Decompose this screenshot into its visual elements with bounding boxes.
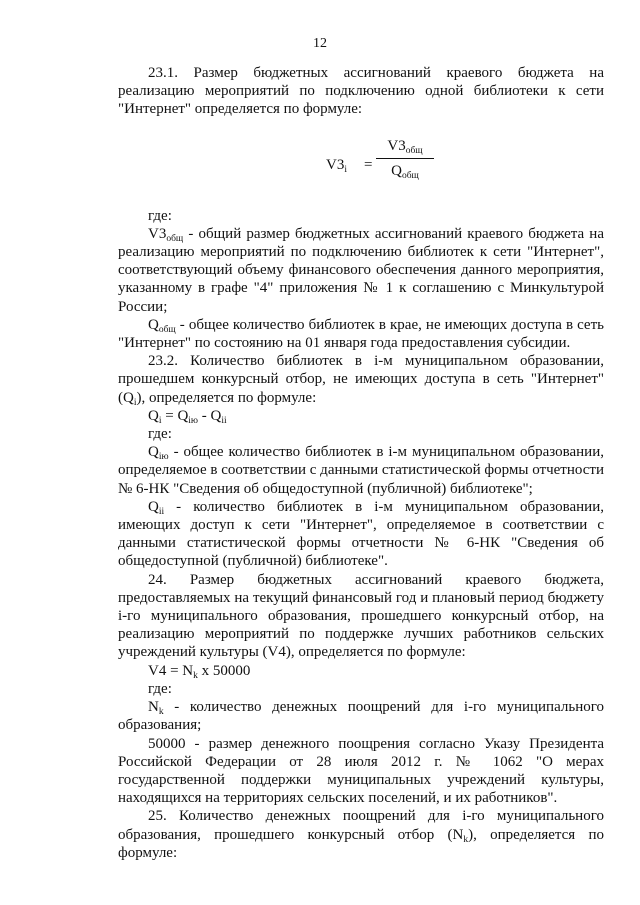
formula-v4: $V4 = N_k$ x 50000 [148, 662, 251, 681]
definition-q-ii: $Q_{ii}$ - количество библиотек в i-м муниципальном образовании, имеющих доступ к сети "Интернет", определяемое в соответствии с данными статистической формы отчетности № 6-НК "Сведения об общедоступной (публичной) библиотеке". [118, 498, 604, 570]
where-label: где: [148, 426, 172, 443]
document-body [118, 64, 604, 862]
where-label: где: [148, 207, 172, 224]
definition-nk: $N_k$ - количество денежных поощрений для i-го муниципального образования; [118, 699, 604, 734]
paragraph-25: 25. Количество денежных поощрений для i-го муниципального образования, прошедшего конкурсный отбор $(N_k)$, определяется по формуле: [118, 808, 604, 861]
formula-denominator: $Q_{общ}$ [391, 162, 419, 181]
definition-q-total: $Q_{общ}$ - общее количество библиотек в крае, не имеющих доступа в сеть "Интернет" по состоянию на 01 января года предоставления субсидии. [118, 316, 604, 352]
where-label: где: [148, 680, 172, 697]
formula-qi: $Q_i = Q_{iю} - Q_{ii}$ [148, 407, 227, 426]
definition-q-iu: $Q_{iю}$ - общее количество библиотек в i-м муниципальном образовании, определяемое в соответствии с данными статистической формы отчетности № 6-НК "Сведения об общедоступной (публичной) библиотеке"; [118, 444, 604, 497]
page-number: 12 [313, 36, 327, 51]
formula-numerator: $V3_{общ}$ [387, 137, 423, 156]
definition-v3-total: $V3_{общ}$ - общий размер бюджетных ассигнований краевого бюджета на реализацию мероприятий по подключению библиотек к сети "Интернет", соответствующий объему финансового обеспечения данного мероприятия, указанному в графе "4" приложения № 1 к соглашению с Минкультурой России; [118, 225, 604, 315]
definition-50000: 50000 - размер денежного поощрения согласно Указу Президента Российской Федерации от 28 июля 2012 г. № 1062 "О мерах государственной поддержки муниципальных учреждений культуры, находящихся на территориях сельских поселений, и их работников". [118, 735, 604, 807]
paragraph-23-2: 23.2. Количество библиотек в i-м муниципальном образовании, прошедшем конкурсный отбор, не имеющих доступа в сеть "Интернет" $(Q_i)$, определяется по формуле: [118, 353, 604, 408]
paragraph-24: 24. Размер бюджетных ассигнований краевого бюджета, предоставляемых на текущий финансовый год и плановый период бюджету i-го муниципального образования, прошедшего конкурсный отбор, на реализацию мероприятий по поддержке лучших работников сельских учреждений культуры (V4), определяется по формуле: [118, 571, 604, 661]
paragraph-23-1: 23.1. Размер бюджетных ассигнований краевого бюджета на реализацию мероприятий по подключению одной библиотеки к сети "Интернет" определяется по формуле: [118, 65, 604, 118]
formula-v3i [118, 135, 604, 197]
formula-lhs: $V3_i$ [326, 156, 347, 175]
formula-equals: = [364, 156, 373, 173]
fraction-line [376, 158, 434, 159]
